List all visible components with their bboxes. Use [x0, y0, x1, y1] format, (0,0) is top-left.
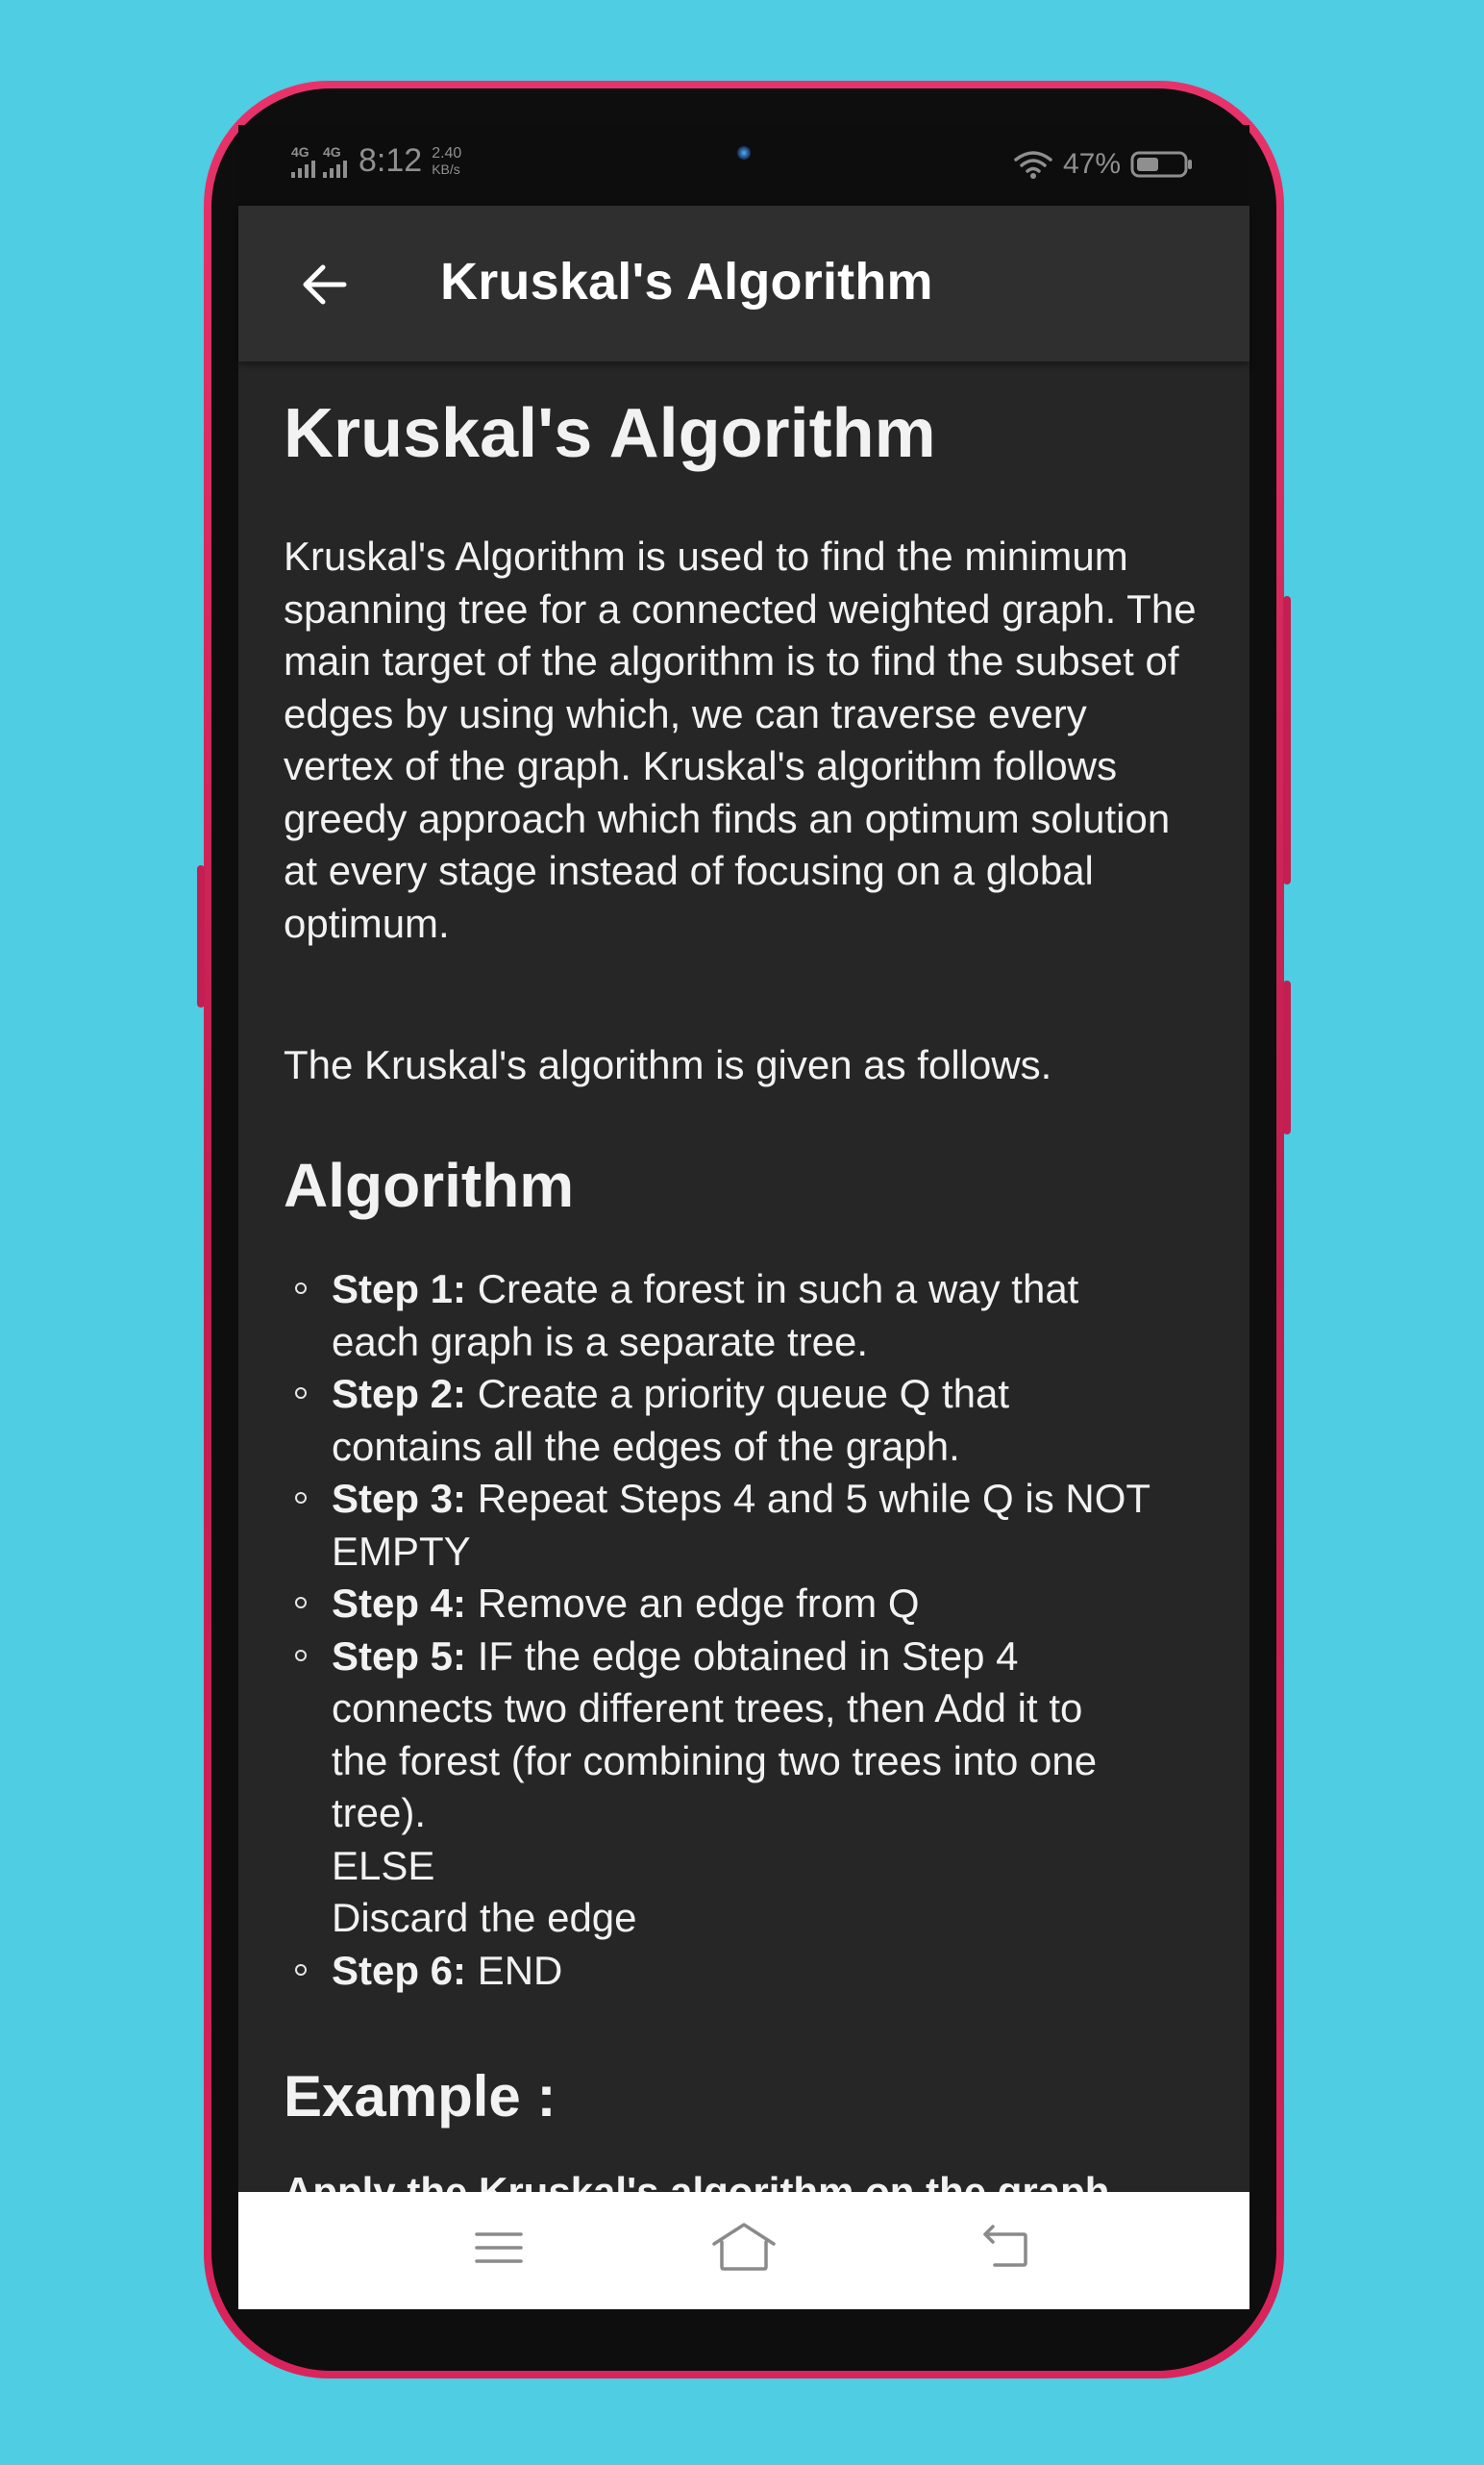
lead-in-paragraph: The Kruskal's algorithm is given as follows. [284, 1042, 1052, 1087]
step-text: Create a forest in such a way that [477, 1266, 1079, 1311]
network-speed [432, 145, 461, 178]
step-label: Step 2: [332, 1371, 467, 1416]
bullet-icon [295, 1282, 307, 1294]
signal-2-label: 4G [323, 143, 341, 160]
bullet-icon [295, 1650, 307, 1661]
wifi-icon [1013, 149, 1053, 180]
bullet-icon [295, 1964, 307, 1976]
signal-icon [291, 159, 315, 178]
bullet-icon [295, 1492, 307, 1504]
battery-percent: 47% [1062, 148, 1121, 180]
bullet-icon [295, 1597, 307, 1608]
speed-value: 2.40 [432, 144, 462, 162]
list-item [284, 1473, 1206, 1578]
step-label: Step 5: [332, 1632, 467, 1679]
battery-icon [1130, 151, 1194, 178]
intro-paragraph: Kruskal's Algorithm is used to find the minimum spanning tree for a connected weighted graph. The main target of the algorithm is to find the subset of edges by using which, we can traverse every vertex of the graph. Kruskal's algorithm follows greedy approach which finds an optimum solution at every stage instead of focusing on a global optimum. [284, 534, 1197, 946]
clock: 8:12 [359, 142, 423, 179]
list-item [284, 1945, 1206, 1998]
algorithm-heading: Algorithm [284, 1151, 575, 1220]
list-item [284, 1631, 1206, 1945]
notch [693, 125, 795, 198]
step-text: connects two different trees, then Add it to [332, 1685, 1083, 1730]
phone-screen [238, 125, 1249, 2309]
menu-icon[interactable] [465, 2221, 532, 2275]
signal-1-label: 4G [291, 143, 309, 160]
power-button [1283, 981, 1291, 1134]
step-text: each graph is a separate tree. [332, 1318, 869, 1364]
step-label: Step 4: [332, 1581, 467, 1626]
article-content[interactable] [284, 361, 1206, 2127]
step-text: contains all the edges of the graph. [332, 1423, 960, 1469]
step-text: IF the edge obtained in Step 4 [477, 1632, 1019, 1679]
signal-2 [323, 145, 347, 178]
side-button-upper [1283, 596, 1291, 884]
list-item [284, 1578, 1206, 1631]
signal-icon [323, 159, 347, 178]
step-text: the forest (for combining two trees into one [332, 1737, 1098, 1783]
step-text: ELSE [332, 1842, 435, 1888]
step-label: Step 3: [332, 1476, 467, 1521]
arrow-left-icon[interactable] [298, 258, 352, 311]
status-left [291, 142, 461, 180]
signal-1 [291, 145, 315, 178]
step-text: Remove an edge from Q [477, 1581, 920, 1626]
step-label: Step 1: [332, 1266, 467, 1311]
step-text: Repeat Steps 4 and 5 while Q is NOT [477, 1476, 1151, 1521]
step-text: tree). [332, 1790, 427, 1835]
step-label: Step 6: [332, 1947, 467, 1993]
list-item [284, 1263, 1206, 1368]
step-text: EMPTY [332, 1528, 471, 1574]
system-nav-bar [238, 2192, 1249, 2309]
step-text: Create a priority queue Q that [477, 1371, 1010, 1416]
bullet-icon [295, 1387, 307, 1399]
front-camera [737, 146, 751, 160]
volume-button [197, 865, 205, 1008]
status-right [1013, 148, 1194, 181]
status-bar [238, 125, 1249, 206]
example-heading: Example : [284, 2064, 556, 2129]
step-text: END [477, 1947, 563, 1993]
app-bar [238, 206, 1249, 361]
back-icon[interactable] [972, 2221, 1039, 2275]
steps-list [284, 1263, 1206, 1997]
speed-unit: KB/s [432, 161, 460, 177]
app-bar-title: Kruskal's Algorithm [440, 253, 933, 311]
article-heading: Kruskal's Algorithm [284, 395, 936, 472]
list-item [284, 1368, 1206, 1473]
step-text: Discard the edge [332, 1895, 637, 1940]
home-icon[interactable] [710, 2221, 778, 2275]
